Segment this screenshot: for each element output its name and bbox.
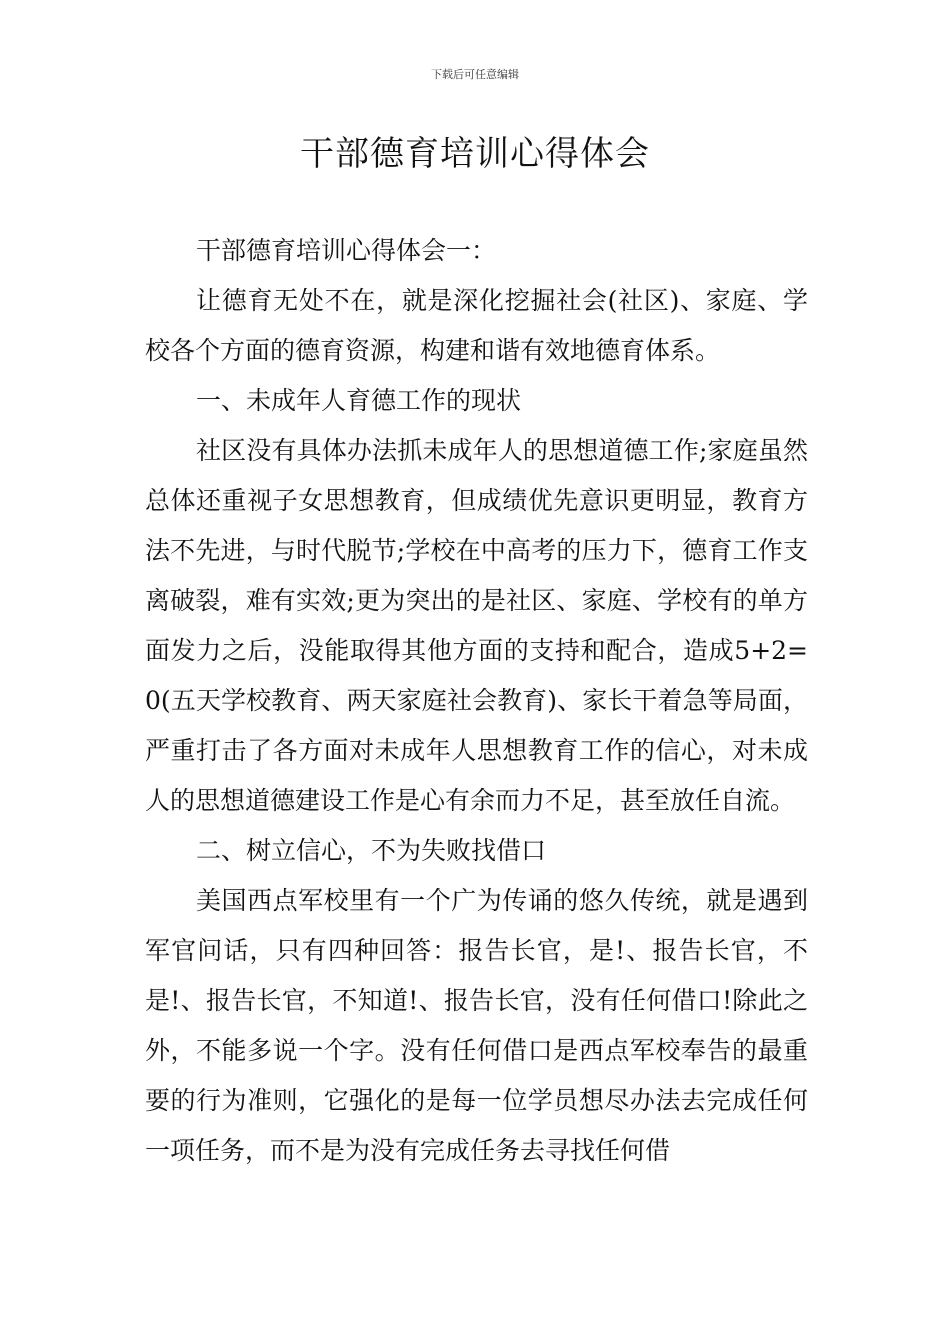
paragraph-section-2: 美国西点军校里有一个广为传诵的悠久传统，就是遇到军官问话，只有四种回答：报告长官，是!、报告长官，不是!、报告长官，不知道!、报告长官，没有任何借口!除此之外，不能多说一个字。没有任何借口是西点军校奉告的最重要的行为准则，它强化的是每一位学员想尽办法去完成任何一项任务，而不是为没有完成任务去寻找任何借 — [145, 886, 808, 1165]
section-heading-2: 二、树立信心，不为失败找借口 — [196, 836, 547, 865]
paragraph-section-1: 社区没有具体办法抓未成年人的思想道德工作;家庭虽然总体还重视子女思想教育，但成绩优先意识更明显，教育方法不先进，与时代脱节;学校在中高考的压力下，德育工作支离破裂，难有实效;更为突出的是社区、家庭、学校有的单方面发力之后，没能取得其他方面的支持和配合，造成5+2=0(五天学校教育、两天家庭社会教育)、家长干着急等局面，严重打击了各方面对未成年人思想教育工作的信心，对未成人的思想道德建设工作是心有余而力不足，甚至放任自流。 — [145, 436, 808, 815]
paragraph-intro: 让德育无处不在，就是深化挖掘社会(社区)、家庭、学校各个方面的德育资源，构建和谐有效地德育体系。 — [145, 286, 808, 365]
section-heading-1: 一、未成年人育德工作的现状 — [196, 386, 522, 415]
paragraph-intro-heading: 干部德育培训心得体会一： — [196, 236, 497, 265]
document-title: 干部德育培训心得体会 — [300, 134, 650, 174]
header-note: 下载后可任意编辑 — [431, 68, 519, 81]
document-body — [145, 226, 808, 1176]
